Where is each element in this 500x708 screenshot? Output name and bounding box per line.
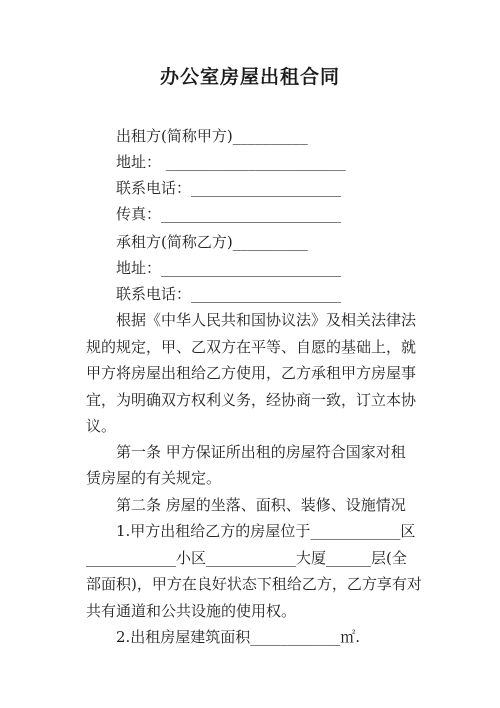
article1-line: 赁房屋的有关规定。 xyxy=(86,469,222,487)
item1-line: 共有通道和公共设施的使用权。 xyxy=(86,602,297,620)
lessor-fax-line: 传真：________________________ xyxy=(116,205,342,223)
article2-heading: 第二条 房屋的坐落、面积、装修、设施情况 xyxy=(116,496,406,514)
intro-line: 根据《中华人民共和国协议法》及相关法律法 xyxy=(116,311,417,329)
lessor-address-line: 地址： ________________________ xyxy=(116,153,346,171)
lessee-address-line: 地址：________________________ xyxy=(116,259,342,277)
lessee-phone-line: 联系电话：____________________ xyxy=(116,285,342,303)
intro-line: 规的规定，甲、乙双方在平等、自愿的基础上，就 xyxy=(86,338,417,356)
article1-line: 第一条 甲方保证所出租的房屋符合国家对租 xyxy=(116,443,406,461)
item1-line: 1.甲方出租给乙方的房屋位于____________区 xyxy=(116,522,416,540)
page-title: 办公室房屋出租合同 xyxy=(159,66,340,88)
item2-line: 2.出租房屋建筑面积____________㎡. xyxy=(116,628,361,646)
item1-line: 部面积)，甲方在良好状态下租给乙方，乙方享有对 xyxy=(86,575,422,593)
intro-line: 甲方将房屋出租给乙方使用，乙方承租甲方房屋事 xyxy=(86,364,417,382)
intro-line: 宜，为明确双方权利义务，经协商一致，订立本协 xyxy=(86,391,417,409)
lessee-line: 承租方(简称乙方)__________ xyxy=(116,233,308,251)
item1-line: ____________小区____________大厦______层(全 xyxy=(86,549,407,567)
lessor-line: 出租方(简称甲方)__________ xyxy=(116,127,308,145)
intro-line: 议。 xyxy=(86,417,117,435)
lessor-phone-line: 联系电话：____________________ xyxy=(116,179,342,197)
